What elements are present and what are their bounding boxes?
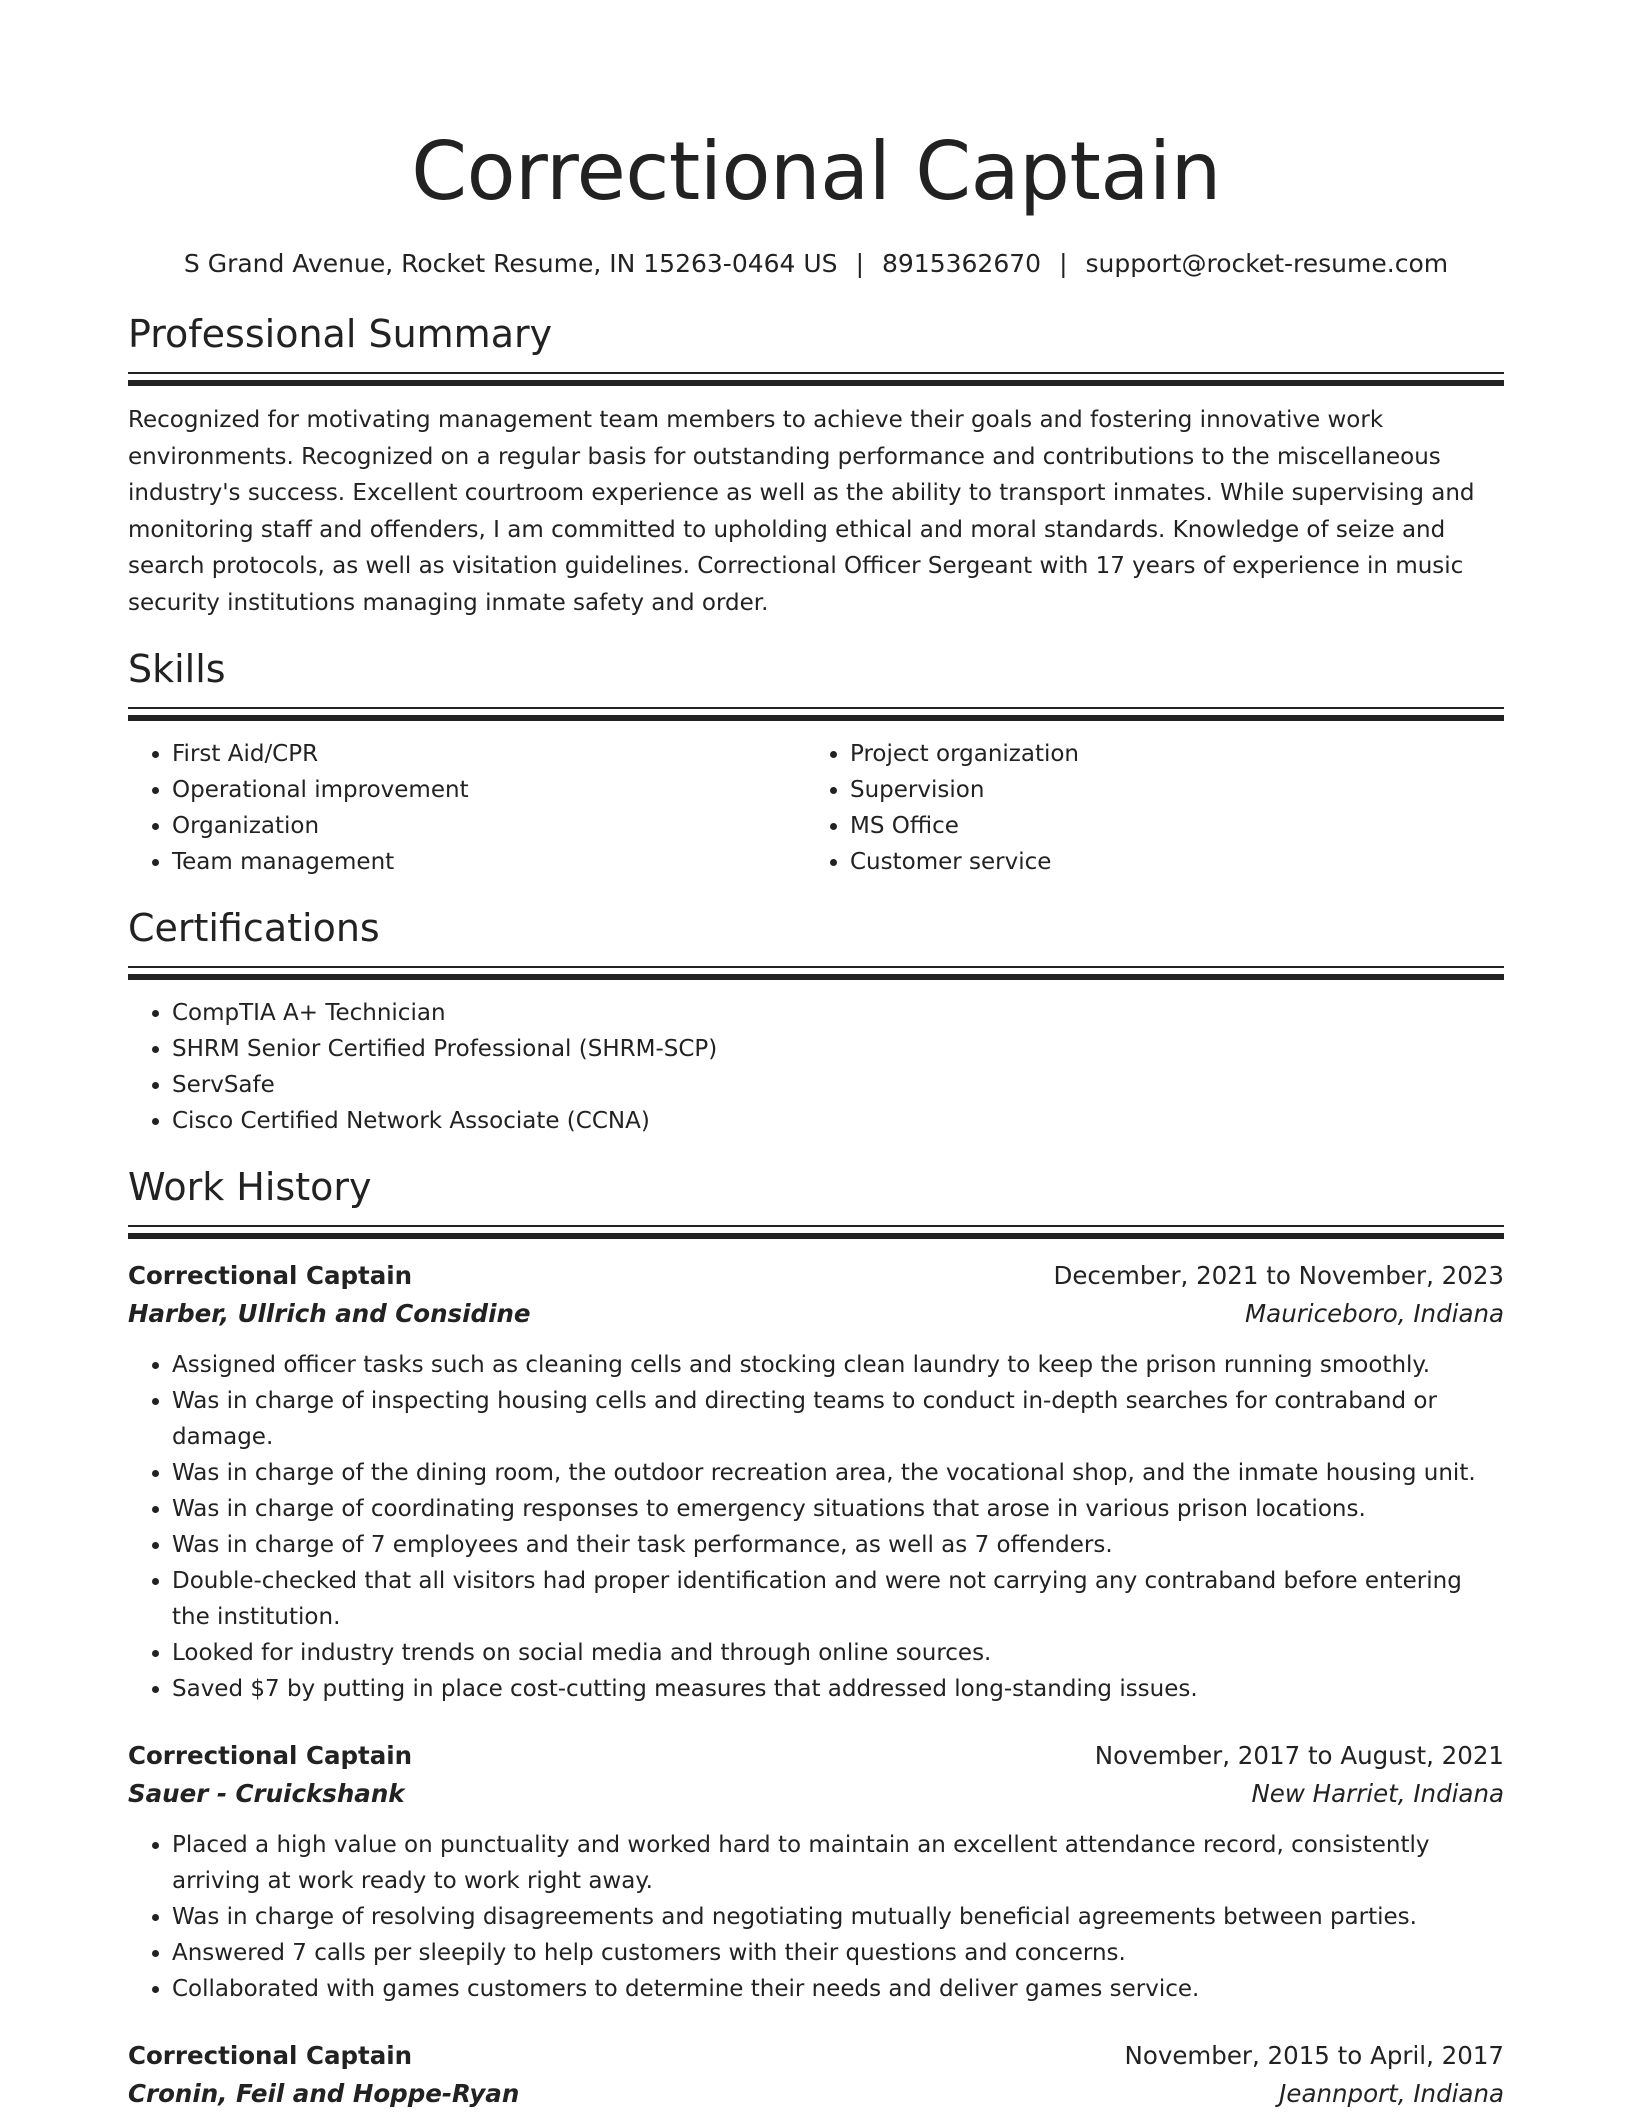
skills-grid (128, 736, 1504, 880)
contact-separator: | (855, 249, 864, 278)
job-dates: November, 2015 to April, 2017 (1124, 2041, 1504, 2070)
skill-item: • Team management (172, 844, 806, 880)
skills-heading: Skills (128, 647, 226, 691)
job-company: Harber, Ullrich and Considine (128, 1299, 531, 1328)
job-bullet: • Was in charge of inspecting housing cells and directing teams to conduct in-depth searches for contraband or damage. (172, 1383, 1504, 1455)
resume-page (128, 0, 1504, 2113)
work-history-section (128, 1163, 1504, 2113)
skill-item: • Operational improvement (172, 772, 806, 808)
contact-address: S Grand Avenue, Rocket Resume, IN 15263-0464 US (183, 249, 838, 278)
skill-item: • Supervision (850, 772, 1484, 808)
job-bullet: • Was in charge of 7 employees and their task performance, as well as 7 offenders. (172, 1527, 1504, 1563)
summary-section (128, 310, 1504, 621)
contact-separator: | (1059, 249, 1068, 278)
section-divider (128, 707, 1504, 721)
summary-text: Recognized for motivating management team members to achieve their goals and fostering innovative work environments. Recognized on a regular basis for outstanding performance and contributions to the miscellaneous industry's success. Excellent courtroom experience as well as the ability to transport inmates. While supervising and monitoring staff and offenders, I am committed to upholding ethical and moral standards. Knowledge of seize and search protocols, as well as visitation guidelines. Correctional Officer Sergeant with 17 years of experience in music security institutions managing inmate safety and order. (128, 407, 1475, 616)
job-dates: November, 2017 to August, 2021 (1094, 1741, 1504, 1770)
job-bullet: • Double-checked that all visitors had proper identification and were not carrying any contraband before entering the institution. (172, 1563, 1504, 1635)
skill-item: • Organization (172, 808, 806, 844)
job-entry (128, 2037, 1504, 2113)
summary-heading: Professional Summary (128, 312, 553, 356)
job-bullet: • Was in charge of the dining room, the outdoor recreation area, the vocational shop, and the inmate housing unit. (172, 1455, 1504, 1491)
skills-list-left (128, 736, 806, 880)
job-company: Cronin, Feil and Hoppe-Ryan (128, 2079, 520, 2108)
section-divider (128, 1225, 1504, 1239)
section-divider (128, 372, 1504, 386)
certification-item: • SHRM Senior Certified Professional (SHRM-SCP) (172, 1031, 1504, 1067)
job-bullet: • Placed a high value on punctuality and worked hard to maintain an excellent attendance record, consistently arriving at work ready to work right away. (172, 1827, 1504, 1899)
skill-item: • Project organization (850, 736, 1484, 772)
skill-item: • MS Office (850, 808, 1484, 844)
job-title: Correctional Captain (128, 1261, 413, 1290)
certifications-heading: Certifications (128, 906, 380, 950)
job-company: Sauer - Cruickshank (128, 1779, 405, 1808)
job-location: Mauriceboro, Indiana (1245, 1299, 1504, 1328)
job-bullets (128, 1827, 1504, 2007)
job-bullets (128, 1347, 1504, 1707)
certification-item: • CompTIA A+ Technician (172, 995, 1504, 1031)
work-history-heading: Work History (128, 1165, 372, 1209)
certifications-list (128, 995, 1504, 1139)
certifications-section (128, 904, 1504, 1139)
job-bullet: • Assigned officer tasks such as cleaning cells and stocking clean laundry to keep the prison running smoothly. (172, 1347, 1504, 1383)
job-dates: December, 2021 to November, 2023 (1053, 1261, 1504, 1290)
job-title: Correctional Captain (128, 1741, 413, 1770)
job-bullet: • Answered 7 calls per sleepily to help customers with their questions and concerns. (172, 1935, 1504, 1971)
contact-phone: 8915362670 (882, 249, 1042, 278)
certification-item: • ServSafe (172, 1067, 1504, 1103)
contact-line (128, 248, 1504, 280)
contact-email: support@rocket-resume.com (1085, 249, 1449, 278)
job-entry (128, 1257, 1504, 1707)
candidate-name: Correctional Captain (411, 125, 1221, 218)
job-bullet: • Saved $7 by putting in place cost-cutting measures that addressed long-standing issues. (172, 1671, 1504, 1707)
job-bullet: • Collaborated with games customers to determine their needs and deliver games service. (172, 1971, 1504, 2007)
skills-list-right (806, 736, 1484, 880)
job-location: Jeannport, Indiana (1279, 2079, 1504, 2108)
skill-item: • First Aid/CPR (172, 736, 806, 772)
job-entry (128, 1737, 1504, 2007)
job-bullet: • Was in charge of coordinating responses to emergency situations that arose in various prison locations. (172, 1491, 1504, 1527)
section-divider (128, 966, 1504, 980)
skill-item: • Customer service (850, 844, 1484, 880)
job-bullet: • Was in charge of resolving disagreements and negotiating mutually beneficial agreements between parties. (172, 1899, 1504, 1935)
skills-section (128, 645, 1504, 880)
certification-item: • Cisco Certified Network Associate (CCNA) (172, 1103, 1504, 1139)
job-location: New Harriet, Indiana (1251, 1779, 1504, 1808)
job-bullet: • Looked for industry trends on social media and through online sources. (172, 1635, 1504, 1671)
job-title: Correctional Captain (128, 2041, 413, 2070)
